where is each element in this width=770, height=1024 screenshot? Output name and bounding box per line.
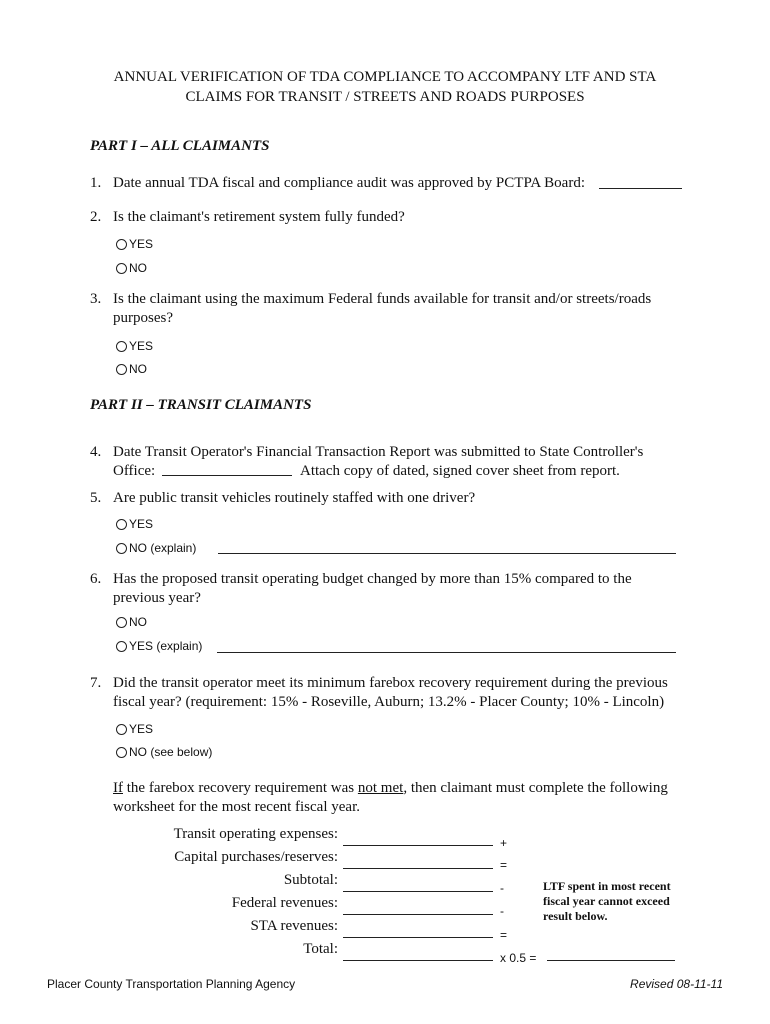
question-4 [0,443,770,481]
worksheet-operator: - [500,881,504,895]
question-2-number: 2. [90,209,102,225]
q2-yes-label: YES [129,237,154,251]
question-3-line2: purposes? [113,310,173,326]
question-2 [0,208,770,227]
worksheet-row-label: Total: [303,941,338,957]
ltf-note: LTF spent in most recent fiscal year cannot exceed result below. [543,879,671,923]
radio-icon[interactable] [116,724,127,735]
question-4-number: 4. [90,444,102,460]
document-title-line2: CLAIMS FOR TRANSIT / STREETS AND ROADS PURPOSES [185,89,585,105]
q2-no-label: NO [129,261,147,275]
question-6 [0,570,770,608]
worksheet-row-label: Capital purchases/reserves: [174,849,338,865]
radio-icon[interactable] [116,543,127,554]
q6-explain-field[interactable] [217,652,676,653]
worksheet-field-total[interactable] [343,960,493,961]
worksheet-intro-mid: the farebox recovery requirement was [123,780,358,796]
worksheet-intro-if: If [113,780,123,796]
radio-icon[interactable] [116,364,127,375]
q3-yes-option[interactable] [116,338,153,354]
worksheet-intro-line2: worksheet for the most recent fiscal year. [113,799,360,815]
question-1 [0,174,770,193]
question-4-note: Attach copy of dated, signed cover sheet from report. [300,463,620,479]
question-4-line1: Date Transit Operator's Financial Transaction Report was submitted to State Controller's [113,444,644,460]
question-6-line1: Has the proposed transit operating budget changed by more than 15% compared to the [113,571,632,587]
footer-agency: Placer County Transportation Planning Agency [47,977,296,991]
q6-no-option[interactable] [116,614,147,630]
q6-yes-label: YES (explain) [129,639,203,653]
question-5-text: Are public transit vehicles routinely staffed with one driver? [113,490,476,506]
q2-no-option[interactable] [116,260,147,276]
radio-icon[interactable] [116,641,127,652]
question-1-number: 1. [90,175,102,191]
q3-no-label: NO [129,362,147,376]
question-7-line1: Did the transit operator meet its minimum farebox recovery requirement during the previous [113,675,668,691]
q7-no-option[interactable] [116,744,212,760]
worksheet-operator: - [500,904,504,918]
worksheet-field-transit-expenses[interactable] [343,845,493,846]
question-5-number: 5. [90,490,102,506]
worksheet-row-label: Subtotal: [283,872,338,888]
worksheet-intro-notmet: not met [357,780,404,796]
part1-heading: PART I – ALL CLAIMANTS [90,138,270,154]
worksheet-intro [113,779,713,798]
radio-icon[interactable] [116,519,127,530]
question-5 [0,489,770,508]
q5-yes-label: YES [129,517,154,531]
q6-yes-option[interactable] [116,638,202,654]
q7-no-label: NO (see below) [129,745,213,759]
worksheet-row-label: Federal revenues: [231,895,338,911]
q4-date-field[interactable] [162,475,292,476]
q5-yes-option[interactable] [116,516,153,532]
question-3-line1: Is the claimant using the maximum Federal funds available for transit and/or streets/roads [113,291,652,307]
question-3 [0,290,770,328]
radio-icon[interactable] [116,239,127,250]
q7-yes-label: YES [129,722,154,736]
question-6-line2: previous year? [113,590,201,606]
worksheet-field-federal[interactable] [343,914,493,915]
q7-yes-option[interactable] [116,721,153,737]
worksheet-operator: + [500,836,508,850]
question-7-line2: fiscal year? (requirement: 15% - Roseville, Auburn; 13.2% - Placer County; 10% - Lincoln) [113,694,665,710]
question-4-office-label: Office: [113,463,156,479]
worksheet-field-sta[interactable] [343,937,493,938]
question-7 [0,674,770,712]
question-1-text: Date annual TDA fiscal and compliance audit was approved by PCTPA Board: [113,175,585,191]
q3-yes-label: YES [129,339,154,353]
worksheet-row-label: Transit operating expenses: [173,826,338,842]
worksheet-operator: = [500,928,508,942]
radio-icon[interactable] [116,617,127,628]
worksheet-row-label: STA revenues: [250,918,338,934]
radio-icon[interactable] [116,747,127,758]
q5-explain-field[interactable] [218,553,676,554]
worksheet-operator: = [500,858,508,872]
radio-icon[interactable] [116,341,127,352]
radio-icon[interactable] [116,263,127,274]
question-6-number: 6. [90,571,102,587]
worksheet-field-capital[interactable] [343,868,493,869]
worksheet-field-subtotal[interactable] [343,891,493,892]
document-title-line1: ANNUAL VERIFICATION OF TDA COMPLIANCE TO ACCOMPANY LTF AND STA [113,69,657,85]
q2-yes-option[interactable] [116,236,153,252]
worksheet-operator: x 0.5 = [500,951,537,965]
question-7-number: 7. [90,675,102,691]
question-3-number: 3. [90,291,102,307]
q5-no-label: NO (explain) [129,541,197,555]
question-2-text: Is the claimant's retirement system fully funded? [113,209,405,225]
footer-revised: Revised 08-11-11 [630,977,723,991]
worksheet-field-result[interactable] [547,960,675,961]
q6-no-label: NO [129,615,147,629]
q1-date-field[interactable] [599,188,682,189]
part2-heading: PART II – TRANSIT CLAIMANTS [90,397,312,413]
q5-no-option[interactable] [116,540,196,556]
q3-no-option[interactable] [116,361,147,377]
worksheet-intro-end: , then claimant must complete the following [403,780,668,796]
